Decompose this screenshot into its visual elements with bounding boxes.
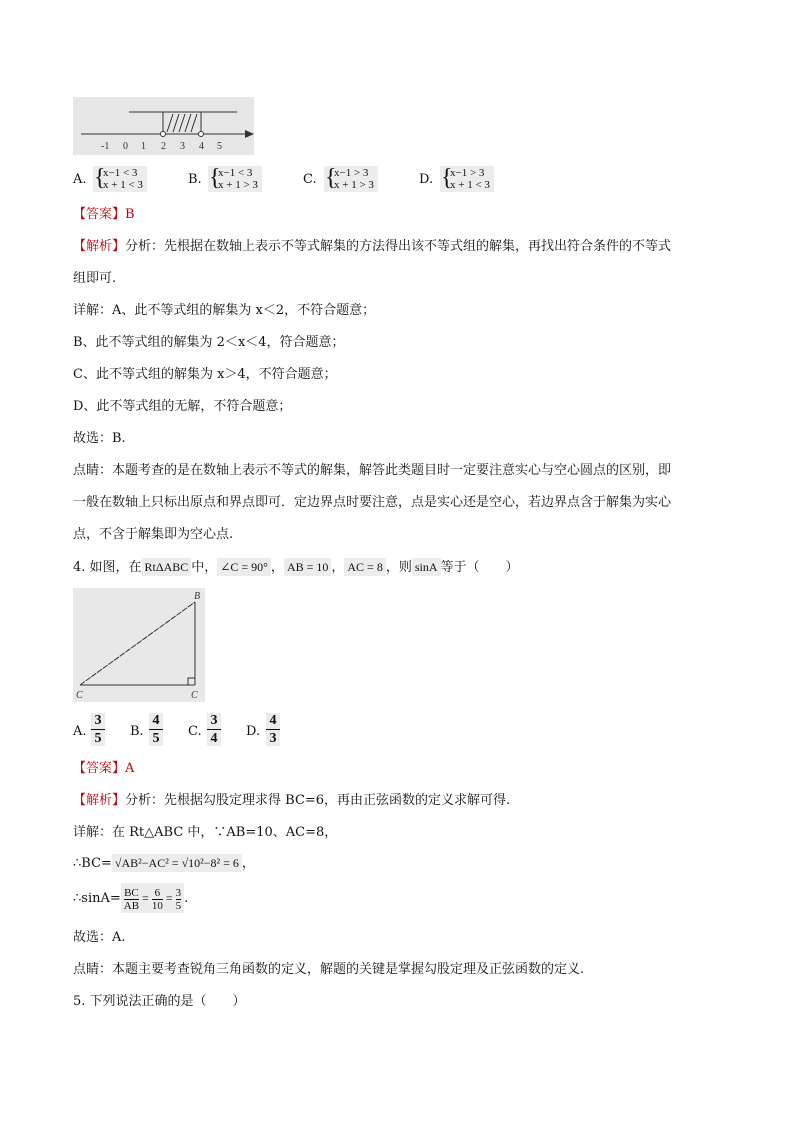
- q3-detail-a: 详解：A、此不等式组的解集为 x＜2，不符合题意；: [73, 303, 376, 318]
- q4-sin-frac1: $\frac{BC}{AB}$: [123, 886, 140, 912]
- q4-answer-value: A: [125, 761, 135, 776]
- q4-option-c-den: 4: [210, 731, 218, 746]
- q4-stem-prefix: 4. 如图，在: [73, 560, 142, 575]
- q4-comment: 点睛：本题主要考查锐角三角函数的定义，解题的关键是掌握勾股定理及正弦函数的定义.: [73, 962, 585, 977]
- q4-comma1: ，: [270, 560, 284, 575]
- q3-choose: 故选：B.: [73, 431, 126, 446]
- vertex-b-label: B: [194, 591, 201, 602]
- q3-comment-line2: 一般在数轴上只标出原点和界点即可．定边界点时要注意，点是实心还是空心，若边界点含于解集为实心: [73, 495, 672, 510]
- q3-answer-tag: 【答案】: [73, 207, 126, 222]
- q4-analysis-text: 分析：先根据勾股定理求得 BC=6，再由正弦函数的定义求解可得.: [125, 793, 511, 808]
- q3-option-d-line1: x−1 > 3: [450, 167, 485, 179]
- tick-label-2: 2: [161, 141, 166, 152]
- tick-label-0: 0: [123, 141, 128, 152]
- tick-label-4: 4: [199, 141, 204, 152]
- q3-option-c-line2: x + 1 > 3: [334, 179, 374, 191]
- q4-bc-expression: [112, 854, 242, 872]
- q3-option-b-line1: x−1 < 3: [218, 167, 253, 179]
- q4-bc-end: ，: [241, 856, 255, 871]
- q4-bc-sqrt1: √AB²−AC²: [114, 856, 169, 870]
- q4-option-b-fraction: [149, 713, 163, 746]
- q4-sin-prefix: ∴sinA=: [73, 891, 121, 906]
- q4-stem-end: 等于（ ）: [440, 560, 519, 575]
- q3-option-b-label: B.: [188, 172, 202, 187]
- q4-sin-end: .: [184, 891, 189, 906]
- q4-option-c-label: C.: [188, 724, 202, 739]
- q4-bc-result: = 6: [220, 856, 239, 870]
- q4-analysis-tag: 【解析】: [73, 793, 126, 808]
- triangle-figure: [73, 588, 205, 702]
- q4-sin-line: [73, 883, 188, 913]
- q4-option-c-num: 3: [210, 713, 218, 728]
- q3-option-d-label: D.: [419, 172, 434, 187]
- q4-option-d-den: 3: [269, 731, 277, 746]
- q4-choose: 故选：A.: [73, 930, 126, 945]
- q4-bc-eq: =: [168, 856, 182, 870]
- q4-stem-mid2: ，则: [385, 560, 412, 575]
- q3-option-a-label: A.: [73, 172, 87, 187]
- q4-stem-mid1: 中，: [191, 560, 218, 575]
- q4-option-d-fraction: [266, 713, 280, 746]
- q4-angle: ∠C = 90°: [217, 558, 271, 576]
- q3-analysis-tag: 【解析】: [73, 239, 126, 254]
- q4-option-b-num: 4: [152, 713, 160, 728]
- tick-label-1: 1: [141, 141, 146, 152]
- q3-option-c-label: C.: [303, 172, 317, 187]
- q3-option-a-system: { x−1 < 3 x + 1 < 3: [93, 166, 147, 192]
- q3-analysis-text: 分析：先根据在数轴上表示不等式解集的方法得出该不等式组的解集，再找出符合条件的不等式: [125, 239, 672, 254]
- number-line-drawing: [73, 97, 254, 155]
- q3-answer-value: B: [125, 207, 135, 222]
- number-line-ticks: [101, 141, 222, 152]
- q4-analysis: [73, 792, 510, 810]
- q4-option-a-fraction: [91, 713, 105, 746]
- q3-option-b-system: { x−1 < 3 x + 1 > 3: [208, 166, 262, 192]
- q3-option-a-line2: x + 1 < 3: [103, 179, 143, 191]
- q4-sin-expression: $\frac{BC}{AB}$ = $\frac{6}{10}$ = $\frac{3}{5}$: [121, 883, 184, 913]
- q4-ac: AC = 8: [344, 558, 385, 576]
- q3-detail-c: C、此不等式组的解集为 x＞4，不符合题意；: [73, 367, 337, 382]
- tick-label-5: 5: [217, 141, 222, 152]
- q4-option-d-num: 4: [269, 713, 277, 728]
- q3-comment-line3: 点，不含于解集即为空心点.: [73, 527, 234, 542]
- q4-comma2: ，: [331, 560, 345, 575]
- q4-option-b-den: 5: [152, 731, 160, 746]
- q5-stem: 5. 下列说法正确的是（ ）: [73, 994, 246, 1009]
- q4-sin-frac3: $\frac{3}{5}$: [175, 886, 182, 912]
- q3-option-d-line2: x + 1 < 3: [450, 179, 490, 191]
- q3-answer: [73, 206, 135, 224]
- q4-bc-prefix: ∴BC=: [73, 856, 112, 871]
- q3-analysis-cont: 组即可.: [73, 271, 117, 286]
- q4-stem: [73, 558, 519, 577]
- q3-analysis: [73, 238, 671, 256]
- q4-bc-sqrt2: √10²−8²: [181, 856, 221, 870]
- q4-option-a-den: 5: [94, 731, 102, 746]
- q4-option-c-fraction: [207, 713, 221, 746]
- q4-option-d-label: D.: [246, 724, 261, 739]
- vertex-c-label: C: [191, 690, 198, 701]
- q4-option-a-label: A.: [73, 724, 87, 739]
- q4-ab: AB = 10: [284, 558, 331, 576]
- q4-option-b-label: B.: [130, 724, 144, 739]
- q4-detail: 详解：在 Rt△ABC 中，∵AB=10、AC=8，: [73, 825, 338, 840]
- triangle-drawing: [73, 588, 205, 702]
- q3-detail-b: B、此不等式组的解集为 2＜x＜4，符合题意；: [73, 335, 345, 350]
- q4-triangle-name: RtΔABC: [142, 558, 192, 576]
- q3-detail-d: D、此不等式组的无解，不符合题意；: [73, 399, 292, 414]
- q3-option-b-line2: x + 1 > 3: [218, 179, 258, 191]
- q4-sina: sinA: [412, 558, 441, 576]
- q3-option-d-system: { x−1 > 3 x + 1 < 3: [440, 166, 494, 192]
- q4-answer: [73, 760, 134, 778]
- vertex-a-label: C: [76, 690, 83, 701]
- q4-answer-tag: 【答案】: [73, 761, 126, 776]
- tick-label-3: 3: [180, 141, 185, 152]
- q4-bc-line: [73, 854, 255, 873]
- tick-label-neg1: -1: [101, 141, 110, 152]
- q3-comment-line1: 点睛：本题考查的是在数轴上表示不等式的解集，解答此类题目时一定要注意实心与空心圆点的区别，即: [73, 463, 672, 478]
- q4-option-a-num: 3: [94, 713, 102, 728]
- q3-option-a-line1: x−1 < 3: [103, 167, 138, 179]
- q3-option-c-system: { x−1 > 3 x + 1 > 3: [324, 166, 378, 192]
- q3-option-c-line1: x−1 > 3: [334, 167, 369, 179]
- number-line-figure: [73, 97, 254, 155]
- q4-sin-frac2: $\frac{6}{10}$: [151, 886, 163, 912]
